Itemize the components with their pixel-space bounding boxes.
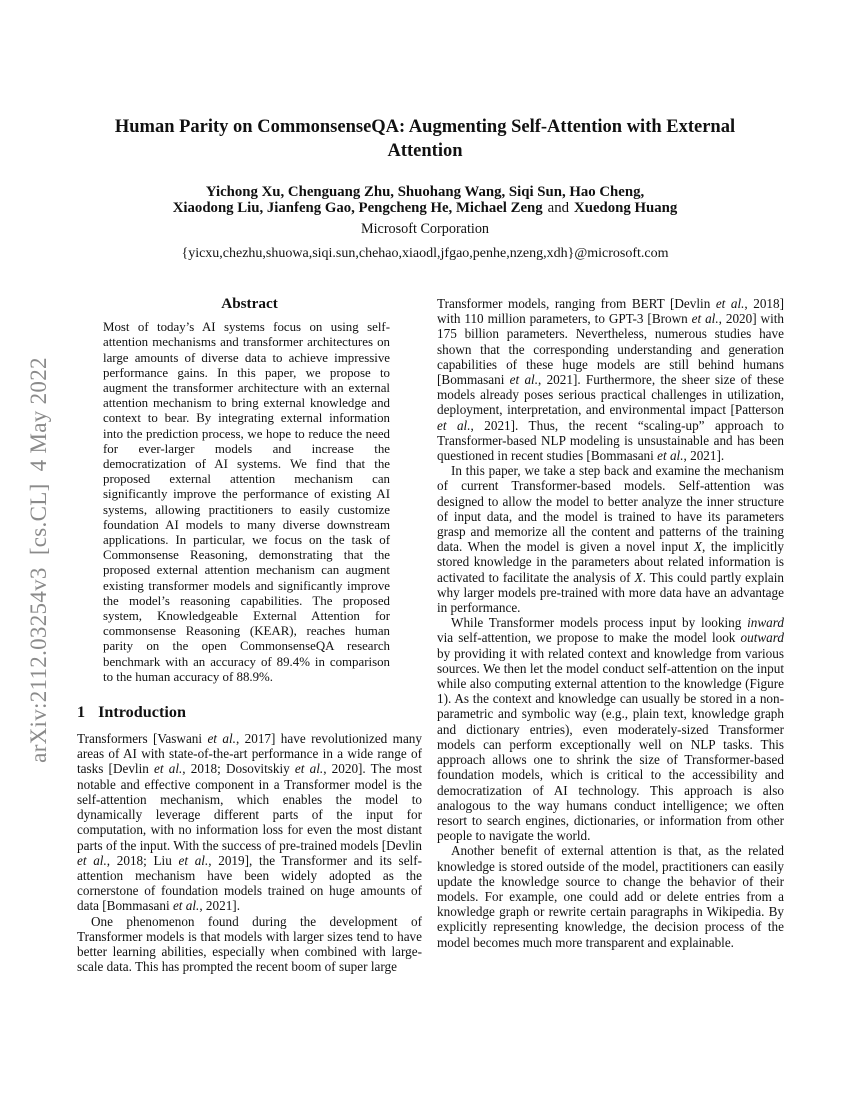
- intro-paragraph-1: Transformers [Vaswani et al., 2017] have revolutionized many areas of AI with state-of-the-art performance in a wide range of tasks [Devlin et al., 2018; Dosovitskiy et al., 2020]. The most notable and effective component in a Transformer model is the self-attention mechanism, which enables the model to dynamically leverage different parts of the input for computation, with no information loss for even the most distant parts of the input. With the success of pre-trained models [Devlin et al., 2018; Liu et al., 2019], the Transformer and its self-attention mechanism have been widely adopted as the cornerstone of foundation models trained on huge amounts of data [Bommasani et al., 2021].: [77, 731, 422, 914]
- right-column: [437, 296, 784, 950]
- intro-paragraph-2: One phenomenon found during the development of Transformer models is that models with larger sizes tend to have better learning abilities, especially when combined with large-scale data. This has prompted the recent boom of super large: [77, 913, 422, 975]
- author-list: [0, 184, 850, 216]
- abstract-text: Most of today’s AI systems focus on using self-attention mechanisms and transformer architectures on large amounts of diverse data to achieve impressive performance gains. In this paper, we propose to augment the transformer architecture with an external attention mechanism to bring external knowledge and context to bear. By integrating external information into the prediction process, we hope to reduce the need for ever-larger models and increase the democratization of AI systems. We find that the proposed external attention mechanism can significantly improve the performance of existing AI systems, allowing practitioners to easily customize foundation AI models to many diverse downstream applications. In particular, we focus on the task of Commonsense Reasoning, demonstrating that the proposed external attention mechanism can augment existing transformer models and significantly improve the model’s reasoning capabilities. The proposed system, Knowledgeable External Attention for commonsense Reasoning (KEAR), reaches human parity on the open CommonsenseQA research benchmark with an accuracy of 89.4% in comparison to the human accuracy of 88.9%.: [103, 320, 390, 684]
- authors-and-separator: and: [547, 200, 570, 217]
- authors-line-2-names-b: Xuedong Huang: [574, 200, 678, 217]
- right-paragraph-3: While Transformer models process input by looking inward via self-attention, we propose to make the model look outward by providing it with related context and knowledge from various sources. We then let the model conduct self-attention on the input while also computing external attention to the knowledge (Figure 1). As the context and knowledge can usually be stored in a non-parametric and symbolic way (e.g., plain text, knowledge graph and dictionary entries), even moderately-sized Transformer models can perform exceptionally well on NLP tasks. This approach allows one to shrink the size of Transformer-based foundation models, which is critical to the accessibility and democratization of AI technology. This approach is also analogous to the way humans conduct intelligence; we often resort to search engines, dictionaries, or information from other people to navigate the world.: [437, 615, 784, 844]
- abstract-heading: Abstract: [221, 295, 278, 312]
- authors-line-2: [0, 200, 850, 216]
- authors-line-2-names-a: Xiaodong Liu, Jianfeng Gao, Pengcheng He, Michael Zeng: [172, 200, 543, 217]
- email-line: {yicxu,chezhu,shuowa,siqi.sun,chehao,xiaodl,jfgao,penhe,nzeng,xdh}@microsoft.com: [181, 246, 669, 262]
- right-paragraph-1: Transformer models, ranging from BERT [Devlin et al., 2018] with 110 million parameters, to GPT-3 [Brown et al., 2020] with 175 billion parameters. Nevertheless, numerous studies have shown that the corresponding understanding and generation capabilities of these huge models are still behind humans [Bommasani et al., 2021]. Furthermore, the sheer size of these models already poses serious practical challenges in utilization, deployment, interpretation, and environmental impact [Patterson et al., 2021]. Thus, the recent “scaling-up” approach to Transformer-based NLP modeling is unsustainable and has been questioned in recent studies [Bommasani et al., 2021].: [437, 296, 785, 464]
- arxiv-watermark: arXiv:2112.03254v3 [cs.CL] 4 May 2022: [26, 357, 51, 763]
- affiliation: Microsoft Corporation: [360, 221, 490, 238]
- section-heading-introduction: [77, 703, 422, 722]
- section-number: 1: [77, 703, 86, 722]
- right-paragraph-2: In this paper, we take a step back and examine the mechanism of current Transformer-based models. Self-attention was designed to allow the model to better analyze the inner structure of input data, and the model is trained to have its parameters grasp and memorize all the content and patterns of the training data. When the model is given a novel input X, the implicitly stored knowledge in the parameters about related information is activated to facilitate the analysis of X. This could partly explain why larger models pre-trained with more data have an advantage in performance.: [437, 463, 784, 616]
- section-title: Introduction: [98, 703, 186, 722]
- paper-title: Human Parity on CommonsenseQA: Augmenting Self-Attention with External Attention: [114, 117, 736, 161]
- right-paragraph-4: Another benefit of external attention is that, as the related knowledge is stored outside of the model, practitioners can easily update the knowledge source to change the behavior of their models. For example, one could add or delete entries from a knowledge graph or rewrite certain paragraphs in Wikipedia. By explicitly representing knowledge, the decision process of the model becomes much more transparent and explainable.: [437, 843, 784, 950]
- left-column: [77, 296, 422, 974]
- authors-line-1: Yichong Xu, Chenguang Zhu, Shuohang Wang, Siqi Sun, Hao Cheng,: [205, 184, 645, 200]
- paper-header: [0, 116, 850, 262]
